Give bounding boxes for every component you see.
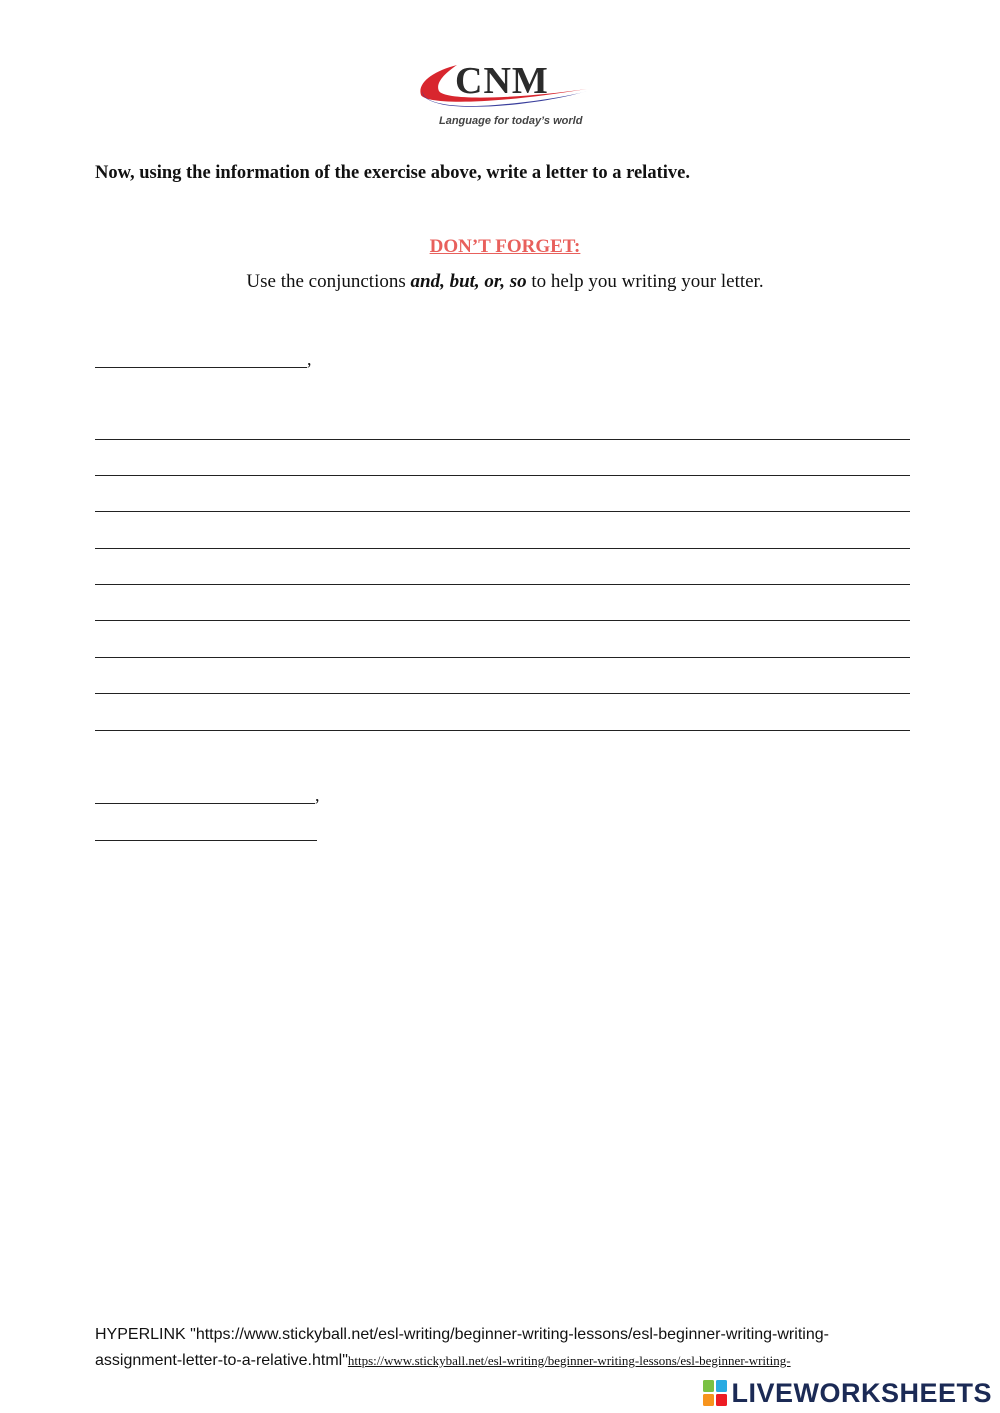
cnm-logo — [415, 55, 590, 133]
letter-body-line[interactable] — [95, 730, 910, 731]
liveworksheets-wordmark: LIVEWORKSHEETS — [731, 1377, 992, 1408]
closing-blank[interactable] — [95, 803, 315, 804]
signature-blank[interactable] — [95, 840, 317, 841]
reminder-title: DON’T FORGET: — [429, 236, 581, 257]
letter-body-line[interactable] — [95, 657, 910, 658]
letter-body-line[interactable] — [95, 548, 910, 549]
footer-field-text: HYPERLINK "https://www.stickyball.net/esl-writing/beginner-writing-lessons/esl-beginner-writing-writing-assignment-letter-to-a-relative.html" — [95, 1326, 829, 1369]
greeting-blank[interactable] — [95, 367, 307, 368]
logo-wordmark: CNM — [455, 60, 549, 102]
letter-body-line[interactable] — [95, 475, 910, 476]
reminder-conjunctions: and, but, or, so — [410, 271, 527, 292]
footer-link[interactable]: https://www.stickyball.net/esl-writing/beginner-writing-lessons/esl-beginner-writing- — [347, 1353, 791, 1368]
letter-body-line[interactable] — [95, 584, 910, 585]
letter-body-line[interactable] — [95, 511, 910, 512]
footer-hyperlink — [95, 1322, 915, 1374]
liveworksheets-badge — [703, 1376, 992, 1410]
reminder-suffix: to help you writing your letter. — [526, 271, 764, 292]
closing-comma: , — [315, 785, 320, 805]
instruction-text: Now, using the information of the exercise above, write a letter to a relative. — [95, 163, 690, 183]
greeting-comma: , — [307, 349, 312, 369]
reminder-text — [0, 271, 1000, 293]
letter-body-line[interactable] — [95, 693, 910, 694]
liveworksheets-logo-icon — [703, 1380, 727, 1406]
letter-body-line[interactable] — [95, 439, 910, 440]
logo-tagline: Language for today’s world — [439, 115, 583, 127]
letter-body-line[interactable] — [95, 620, 910, 621]
reminder-prefix: Use the conjunctions — [246, 271, 411, 292]
